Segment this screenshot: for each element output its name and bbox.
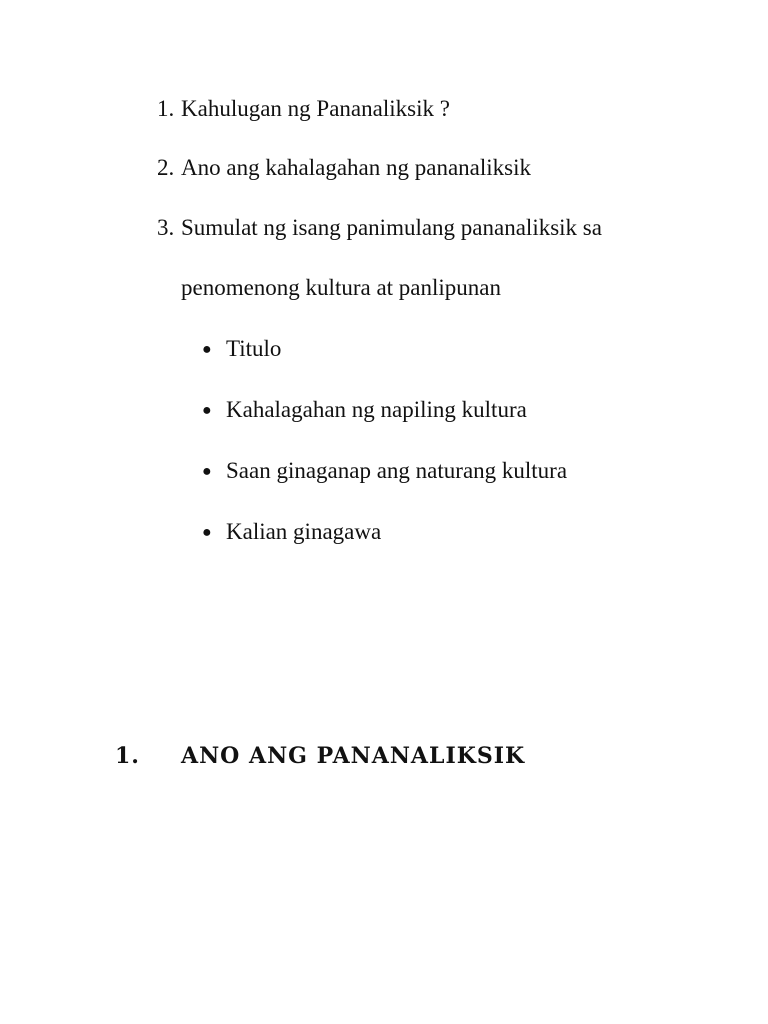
question-text-continuation: penomenong kultura at panlipunan (181, 275, 502, 300)
question-text: Kahulugan ng Pananaliksik ? (181, 96, 450, 121)
question-text: Sumulat ng isang panimulang pananaliksik sa (181, 215, 602, 240)
list-number: 1. (157, 96, 175, 121)
section-title: ANO ANG PANANALIKSIK (181, 743, 526, 769)
question-item-3 (157, 214, 602, 242)
section-number: 1. (115, 743, 140, 769)
question-text: Ano ang kahalagahan ng pananaliksik (181, 155, 531, 180)
list-number: 3. (157, 215, 175, 240)
bullet-icon: ● (202, 524, 212, 541)
sub-item-text: Kalian ginagawa (226, 519, 382, 544)
list-number: 2. (157, 155, 175, 180)
question-item-1 (157, 95, 450, 123)
sub-item-text: Titulo (226, 336, 282, 361)
bullet-icon: ● (202, 402, 212, 419)
bullet-icon: ● (202, 341, 212, 358)
sub-item-text: Saan ginaganap ang naturang kultura (226, 458, 568, 483)
question-item-2 (157, 154, 531, 182)
sub-item-text: Kahalagahan ng napiling kultura (226, 397, 527, 422)
bullet-icon: ● (202, 463, 212, 480)
